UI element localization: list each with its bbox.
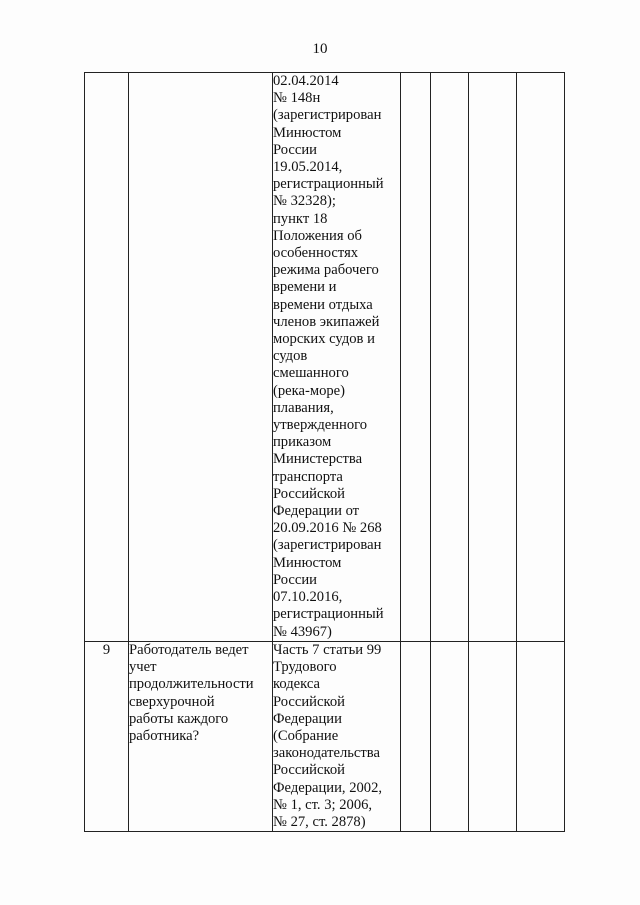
reference-line: Российской [273, 762, 345, 779]
question-line: работника? [129, 728, 200, 745]
table-row [85, 73, 565, 642]
reference-line: особенностях [273, 245, 359, 262]
question-line: продолжительности [129, 676, 254, 693]
reference-line: Российской [273, 693, 345, 710]
reference-line: № 43967) [273, 623, 332, 640]
reference-line: регистрационный [273, 606, 384, 623]
reference-line: 20.09.2016 № 268 [273, 520, 382, 537]
reference-line: Минюстом [273, 554, 342, 571]
reference-line: Трудового [273, 659, 337, 676]
reference-line: № 148н [273, 90, 321, 107]
reference-line: России [273, 571, 317, 588]
reference-line: пункт 18 [273, 210, 328, 227]
reference-line: Федерации, 2002, [273, 779, 383, 796]
reference-line: (Собрание [273, 728, 339, 745]
reference-line: времени отдыха [273, 296, 373, 313]
question-cell [129, 73, 273, 642]
reference-line: Министерства [273, 451, 363, 468]
empty-cell [517, 642, 565, 832]
question-line: работы каждого [129, 710, 229, 727]
reference-cell [273, 642, 401, 832]
table-row [85, 642, 565, 832]
reference-line: (зарегистрирован [273, 537, 382, 554]
reference-line: членов экипажей [273, 313, 380, 330]
reference-line: Российской [273, 485, 345, 502]
question-cell [129, 642, 273, 832]
empty-cell [431, 73, 469, 642]
reference-line: № 27, ст. 2878) [273, 814, 366, 831]
reference-line: регистрационный [273, 176, 384, 193]
row-number-cell: 9 [85, 642, 129, 832]
reference-line: Федерации от [273, 503, 360, 520]
empty-cell [401, 73, 431, 642]
reference-line: режима рабочего [273, 262, 379, 279]
page-number: 10 [312, 41, 328, 57]
empty-cell [469, 642, 517, 832]
empty-cell [431, 642, 469, 832]
question-line: Работодатель ведет [129, 642, 249, 658]
reference-line: судов [273, 348, 308, 365]
reference-line: 02.04.2014 [273, 73, 339, 89]
reference-line: 07.10.2016, [273, 589, 343, 606]
reference-line: законодательства [273, 745, 380, 762]
reference-cell [273, 73, 401, 642]
reference-line: № 1, ст. 3; 2006, [273, 796, 373, 813]
reference-line: № 32328); [273, 193, 336, 210]
reference-line: Минюстом [273, 124, 342, 141]
empty-cell [517, 73, 565, 642]
reference-line: Федерации [273, 710, 342, 727]
reference-line: (река-море) [273, 382, 346, 399]
requirements-table [84, 72, 565, 832]
question-line: учет [129, 659, 157, 676]
reference-line: России [273, 141, 317, 158]
reference-line: смешанного [273, 365, 349, 382]
reference-line: морских судов и [273, 331, 375, 348]
reference-line: (зарегистрирован [273, 107, 382, 124]
reference-line: Положения об [273, 227, 362, 244]
reference-line: утвержденного [273, 417, 368, 434]
row-number-cell [85, 73, 129, 642]
empty-cell [401, 642, 431, 832]
reference-line: приказом [273, 434, 332, 451]
reference-line: плавания, [273, 399, 334, 416]
question-line: сверхурочной [129, 693, 215, 710]
reference-line: 19.05.2014, [273, 159, 343, 176]
empty-cell [469, 73, 517, 642]
reference-line: времени и [273, 279, 337, 296]
reference-line: Часть 7 статьи 99 [273, 642, 382, 658]
reference-line: транспорта [273, 468, 343, 485]
reference-line: кодекса [273, 676, 320, 693]
